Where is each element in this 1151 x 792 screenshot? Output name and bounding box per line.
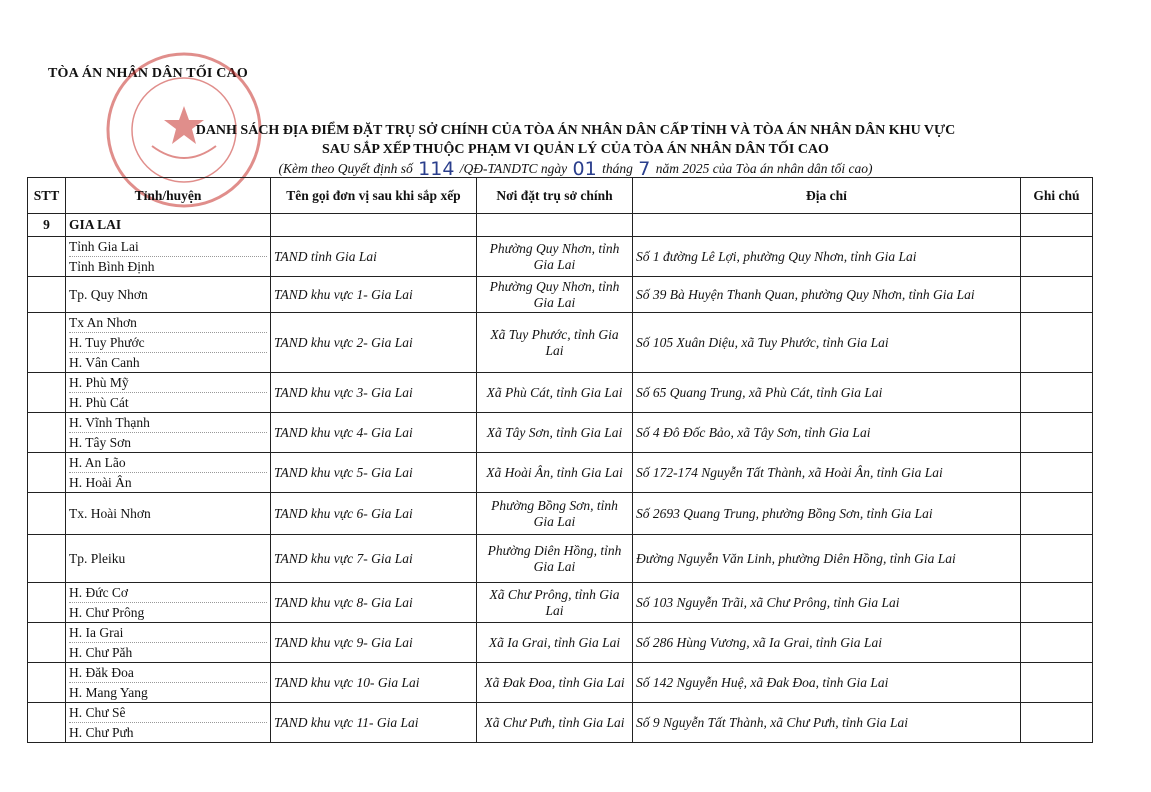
area-name: H. Tuy Phước xyxy=(69,332,267,352)
header-note: Ghi chú xyxy=(1021,178,1093,214)
row-unit-name: TAND khu vực 11- Gia Lai xyxy=(271,703,477,743)
area-name: Tỉnh Gia Lai xyxy=(69,239,139,254)
row-address: Đường Nguyễn Văn Linh, phường Diên Hồng, tỉnh Gia Lai xyxy=(633,535,1021,583)
row-note xyxy=(1021,703,1093,743)
table-row xyxy=(28,493,1093,535)
handwritten-day: 01 xyxy=(572,158,597,180)
header-address: Địa chỉ xyxy=(633,178,1021,214)
row-note xyxy=(1021,663,1093,703)
row-areas-cell xyxy=(66,663,271,703)
row-note xyxy=(1021,313,1093,373)
row-note xyxy=(1021,583,1093,623)
table-row xyxy=(28,583,1093,623)
area-name: H. Đăk Đoa xyxy=(69,665,134,680)
area-name: Tx An Nhơn xyxy=(69,315,137,330)
row-stt-cell xyxy=(28,453,66,493)
row-areas-cell xyxy=(66,623,271,663)
row-address: Số 105 Xuân Diệu, xã Tuy Phước, tỉnh Gia Lai xyxy=(633,313,1021,373)
row-stt-cell xyxy=(28,623,66,663)
group-row xyxy=(28,214,1093,237)
table-row xyxy=(28,313,1093,373)
office-location-text: Xã Hoài Ân, tỉnh Gia Lai xyxy=(486,464,623,480)
area-name: H. Phù Cát xyxy=(69,392,267,412)
row-areas-cell xyxy=(66,373,271,413)
row-areas-cell xyxy=(66,493,271,535)
area-name: Tỉnh Bình Định xyxy=(69,256,267,276)
table-row xyxy=(28,703,1093,743)
row-office-location xyxy=(477,237,633,277)
row-note xyxy=(1021,237,1093,277)
organization-name: TÒA ÁN NHÂN DÂN TỐI CAO xyxy=(48,66,248,81)
table-row xyxy=(28,373,1093,413)
row-office-location xyxy=(477,493,633,535)
area-name: H. Vân Canh xyxy=(69,352,267,372)
row-unit-name: TAND khu vực 10- Gia Lai xyxy=(271,663,477,703)
row-address: Số 65 Quang Trung, xã Phù Cát, tỉnh Gia Lai xyxy=(633,373,1021,413)
table-row xyxy=(28,237,1093,277)
area-name: H. Chư Sê xyxy=(69,705,126,720)
row-stt-cell xyxy=(28,493,66,535)
row-stt-cell xyxy=(28,237,66,277)
header-unit-name: Tên gọi đơn vị sau khi sắp xếp xyxy=(271,178,477,214)
office-location-text: Phường Quy Nhơn, tỉnh Gia Lai xyxy=(489,278,620,310)
office-location-text: Xã Tây Sơn, tỉnh Gia Lai xyxy=(486,424,623,440)
subtitle-part3: tháng xyxy=(602,161,633,176)
header-stt: STT xyxy=(28,178,66,214)
header-province-district: Tỉnh/huyện xyxy=(66,178,271,214)
row-note xyxy=(1021,277,1093,313)
row-office-location xyxy=(477,663,633,703)
office-location-text: Phường Quy Nhơn, tỉnh Gia Lai xyxy=(489,240,620,272)
row-note xyxy=(1021,535,1093,583)
handwritten-decision-number: 114 xyxy=(418,158,455,180)
row-unit-name: TAND khu vực 6- Gia Lai xyxy=(271,493,477,535)
row-office-location xyxy=(477,583,633,623)
document-title-line1: DANH SÁCH ĐỊA ĐIỂM ĐẶT TRỤ SỞ CHÍNH CỦA TÒA ÁN NHÂN DÂN CẤP TỈNH VÀ TÒA ÁN NHÂN DÂN KHU VỰC xyxy=(195,123,956,138)
row-office-location xyxy=(477,623,633,663)
row-office-location xyxy=(477,373,633,413)
office-location-text: Xã Đak Đoa, tỉnh Gia Lai xyxy=(484,674,625,690)
area-name: H. An Lão xyxy=(69,455,126,470)
row-address: Số 172-174 Nguyễn Tất Thành, xã Hoài Ân, tỉnh Gia Lai xyxy=(633,453,1021,493)
header-office-location: Nơi đặt trụ sở chính xyxy=(477,178,633,214)
row-unit-name: TAND khu vực 1- Gia Lai xyxy=(271,277,477,313)
row-note xyxy=(1021,623,1093,663)
row-address: Số 4 Đô Đốc Bảo, xã Tây Sơn, tỉnh Gia Lai xyxy=(633,413,1021,453)
row-unit-name: TAND khu vực 3- Gia Lai xyxy=(271,373,477,413)
row-areas-cell xyxy=(66,535,271,583)
row-address: Số 286 Hùng Vương, xã Ia Grai, tỉnh Gia Lai xyxy=(633,623,1021,663)
row-address: Số 39 Bà Huyện Thanh Quan, phường Quy Nhơn, tỉnh Gia Lai xyxy=(633,277,1021,313)
row-stt-cell xyxy=(28,277,66,313)
office-location-text: Phường Diên Hồng, tỉnh Gia Lai xyxy=(487,542,622,574)
row-unit-name: TAND khu vực 2- Gia Lai xyxy=(271,313,477,373)
area-name: Tp. Quy Nhơn xyxy=(69,287,148,302)
row-areas-cell xyxy=(66,237,271,277)
office-location-text: Xã Phù Cát, tỉnh Gia Lai xyxy=(486,384,623,400)
row-note xyxy=(1021,413,1093,453)
row-office-location xyxy=(477,413,633,453)
area-name: H. Chư Pưh xyxy=(69,722,267,742)
area-name: H. Ia Grai xyxy=(69,625,124,640)
row-stt-cell xyxy=(28,703,66,743)
row-note xyxy=(1021,493,1093,535)
table-row xyxy=(28,453,1093,493)
row-areas-cell xyxy=(66,413,271,453)
row-stt-cell xyxy=(28,535,66,583)
area-name: H. Đức Cơ xyxy=(69,585,129,600)
row-office-location xyxy=(477,313,633,373)
row-stt-cell xyxy=(28,583,66,623)
row-note xyxy=(1021,453,1093,493)
row-office-location xyxy=(477,703,633,743)
handwritten-month: 7 xyxy=(638,158,651,180)
row-unit-name: TAND khu vực 5- Gia Lai xyxy=(271,453,477,493)
row-areas-cell xyxy=(66,583,271,623)
office-location-text: Phường Bồng Sơn, tỉnh Gia Lai xyxy=(491,497,618,529)
row-areas-cell xyxy=(66,277,271,313)
area-name: H. Mang Yang xyxy=(69,682,267,702)
table-row xyxy=(28,413,1093,453)
office-location-text: Xã Tuy Phước, tỉnh Gia Lai xyxy=(490,326,619,358)
row-address: Số 2693 Quang Trung, phường Bồng Sơn, tỉnh Gia Lai xyxy=(633,493,1021,535)
row-address: Số 1 đường Lê Lợi, phường Quy Nhơn, tỉnh Gia Lai xyxy=(633,237,1021,277)
table-row xyxy=(28,535,1093,583)
table-row xyxy=(28,277,1093,313)
row-stt-cell xyxy=(28,413,66,453)
row-office-location xyxy=(477,453,633,493)
subtitle-part1: (Kèm theo Quyết định số xyxy=(278,161,413,176)
area-name: H. Phù Mỹ xyxy=(69,375,129,390)
office-location-text: Xã Ia Grai, tỉnh Gia Lai xyxy=(488,634,621,650)
row-stt-cell xyxy=(28,313,66,373)
row-office-location xyxy=(477,535,633,583)
area-name: H. Hoài Ân xyxy=(69,472,267,492)
row-areas-cell xyxy=(66,453,271,493)
area-name: H. Tây Sơn xyxy=(69,432,267,452)
group-stt: 9 xyxy=(28,214,66,237)
area-name: H. Chư Păh xyxy=(69,642,267,662)
court-location-table xyxy=(27,177,1093,743)
table-header-row xyxy=(28,178,1093,214)
subtitle-part4: năm 2025 của Tòa án nhân dân tối cao) xyxy=(655,161,873,176)
row-note xyxy=(1021,373,1093,413)
office-location-text: Xã Chư Pưh, tỉnh Gia Lai xyxy=(484,714,625,730)
document-title-line2: SAU SẮP XẾP THUỘC PHẠM VI QUẢN LÝ CỦA TÒA ÁN NHÂN DÂN TỐI CAO xyxy=(322,142,829,157)
office-location-text: Xã Chư Prông, tỉnh Gia Lai xyxy=(489,586,620,618)
row-stt-cell xyxy=(28,663,66,703)
row-areas-cell xyxy=(66,313,271,373)
subtitle-part2: /QĐ-TANDTC ngày xyxy=(459,161,568,176)
row-areas-cell xyxy=(66,703,271,743)
row-office-location xyxy=(477,277,633,313)
row-address: Số 142 Nguyễn Huệ, xã Đak Đoa, tỉnh Gia Lai xyxy=(633,663,1021,703)
area-name: H. Vĩnh Thạnh xyxy=(69,415,150,430)
table-row xyxy=(28,623,1093,663)
row-address: Số 9 Nguyễn Tất Thành, xã Chư Pưh, tỉnh Gia Lai xyxy=(633,703,1021,743)
row-unit-name: TAND khu vực 8- Gia Lai xyxy=(271,583,477,623)
area-name: Tp. Pleiku xyxy=(69,551,126,566)
area-name: Tx. Hoài Nhơn xyxy=(69,506,151,521)
row-unit-name: TAND khu vực 4- Gia Lai xyxy=(271,413,477,453)
row-stt-cell xyxy=(28,373,66,413)
area-name: H. Chư Prông xyxy=(69,602,267,622)
table-row xyxy=(28,663,1093,703)
group-name: GIA LAI xyxy=(66,214,271,237)
row-unit-name: TAND tỉnh Gia Lai xyxy=(271,237,477,277)
row-unit-name: TAND khu vực 9- Gia Lai xyxy=(271,623,477,663)
row-unit-name: TAND khu vực 7- Gia Lai xyxy=(271,535,477,583)
row-address: Số 103 Nguyễn Trãi, xã Chư Prông, tỉnh Gia Lai xyxy=(633,583,1021,623)
